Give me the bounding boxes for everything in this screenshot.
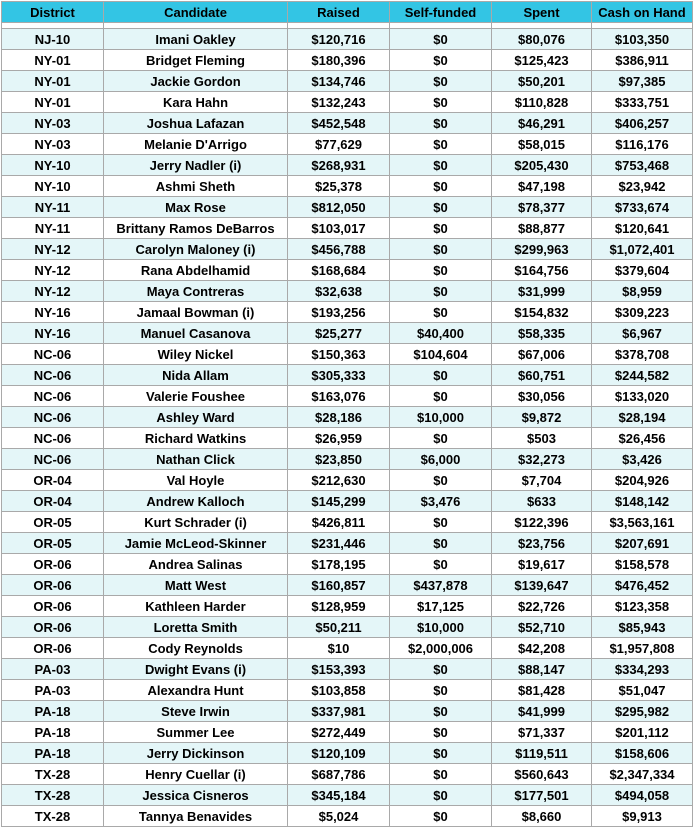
candidate-cell: Matt West <box>104 575 288 596</box>
spent-cell: $60,751 <box>492 365 592 386</box>
district-cell: NY-11 <box>2 197 104 218</box>
self-funded-cell: $0 <box>390 218 492 239</box>
raised-cell: $345,184 <box>288 785 390 806</box>
cash-on-hand-cell: $28,194 <box>592 407 693 428</box>
spent-cell: $119,511 <box>492 743 592 764</box>
table-row <box>2 806 693 827</box>
raised-cell: $25,378 <box>288 176 390 197</box>
spent-cell: $22,726 <box>492 596 592 617</box>
table-row <box>2 176 693 197</box>
self-funded-cell: $10,000 <box>390 407 492 428</box>
cash-on-hand-cell: $133,020 <box>592 386 693 407</box>
district-cell: PA-18 <box>2 722 104 743</box>
district-cell: NC-06 <box>2 365 104 386</box>
table-row <box>2 743 693 764</box>
candidate-cell: Imani Oakley <box>104 29 288 50</box>
candidate-cell: Wiley Nickel <box>104 344 288 365</box>
raised-cell: $25,277 <box>288 323 390 344</box>
table-row <box>2 659 693 680</box>
spent-cell: $633 <box>492 491 592 512</box>
header-row <box>2 2 693 23</box>
spent-cell: $88,877 <box>492 218 592 239</box>
table-row <box>2 50 693 71</box>
cash-on-hand-cell: $733,674 <box>592 197 693 218</box>
raised-cell: $305,333 <box>288 365 390 386</box>
table-row <box>2 155 693 176</box>
self-funded-cell: $0 <box>390 50 492 71</box>
district-cell: NC-06 <box>2 449 104 470</box>
spent-cell: $50,201 <box>492 71 592 92</box>
raised-cell: $153,393 <box>288 659 390 680</box>
table-row <box>2 533 693 554</box>
district-cell: OR-06 <box>2 554 104 575</box>
column-header-raised: Raised <box>288 2 390 23</box>
self-funded-cell: $0 <box>390 428 492 449</box>
self-funded-cell: $0 <box>390 470 492 491</box>
district-cell: OR-05 <box>2 512 104 533</box>
cash-on-hand-cell: $204,926 <box>592 470 693 491</box>
district-cell: PA-03 <box>2 659 104 680</box>
table-row <box>2 365 693 386</box>
table-row <box>2 680 693 701</box>
candidate-cell: Jerry Dickinson <box>104 743 288 764</box>
table-row <box>2 470 693 491</box>
district-cell: NY-16 <box>2 323 104 344</box>
candidate-cell: Summer Lee <box>104 722 288 743</box>
self-funded-cell: $0 <box>390 701 492 722</box>
spent-cell: $7,704 <box>492 470 592 491</box>
self-funded-cell: $17,125 <box>390 596 492 617</box>
raised-cell: $150,363 <box>288 344 390 365</box>
raised-cell: $5,024 <box>288 806 390 827</box>
spent-cell: $30,056 <box>492 386 592 407</box>
table-row <box>2 71 693 92</box>
district-cell: PA-18 <box>2 743 104 764</box>
district-cell: NY-01 <box>2 92 104 113</box>
candidate-cell: Maya Contreras <box>104 281 288 302</box>
candidate-cell: Loretta Smith <box>104 617 288 638</box>
candidate-cell: Richard Watkins <box>104 428 288 449</box>
cash-on-hand-cell: $26,456 <box>592 428 693 449</box>
raised-cell: $452,548 <box>288 113 390 134</box>
cash-on-hand-cell: $116,176 <box>592 134 693 155</box>
spent-cell: $9,872 <box>492 407 592 428</box>
spent-cell: $205,430 <box>492 155 592 176</box>
cash-on-hand-cell: $1,957,808 <box>592 638 693 659</box>
table-row <box>2 764 693 785</box>
district-cell: NY-01 <box>2 50 104 71</box>
table-row <box>2 344 693 365</box>
district-cell: NC-06 <box>2 386 104 407</box>
self-funded-cell: $0 <box>390 302 492 323</box>
district-cell: OR-06 <box>2 638 104 659</box>
cash-on-hand-cell: $120,641 <box>592 218 693 239</box>
table-row <box>2 596 693 617</box>
self-funded-cell: $0 <box>390 197 492 218</box>
spent-cell: $23,756 <box>492 533 592 554</box>
raised-cell: $456,788 <box>288 239 390 260</box>
candidate-cell: Steve Irwin <box>104 701 288 722</box>
raised-cell: $337,981 <box>288 701 390 722</box>
self-funded-cell: $437,878 <box>390 575 492 596</box>
spent-cell: $31,999 <box>492 281 592 302</box>
self-funded-cell: $10,000 <box>390 617 492 638</box>
candidate-cell: Kathleen Harder <box>104 596 288 617</box>
district-cell: OR-06 <box>2 596 104 617</box>
raised-cell: $120,109 <box>288 743 390 764</box>
cash-on-hand-cell: $103,350 <box>592 29 693 50</box>
cash-on-hand-cell: $378,708 <box>592 344 693 365</box>
candidate-cell: Jamie McLeod-Skinner <box>104 533 288 554</box>
self-funded-cell: $0 <box>390 134 492 155</box>
table-row <box>2 407 693 428</box>
spent-cell: $503 <box>492 428 592 449</box>
self-funded-cell: $0 <box>390 29 492 50</box>
cash-on-hand-cell: $97,385 <box>592 71 693 92</box>
self-funded-cell: $2,000,006 <box>390 638 492 659</box>
district-cell: NJ-10 <box>2 29 104 50</box>
district-cell: NY-10 <box>2 155 104 176</box>
cash-on-hand-cell: $51,047 <box>592 680 693 701</box>
cash-on-hand-cell: $333,751 <box>592 92 693 113</box>
district-cell: NY-01 <box>2 71 104 92</box>
spent-cell: $299,963 <box>492 239 592 260</box>
self-funded-cell: $0 <box>390 113 492 134</box>
district-cell: NY-12 <box>2 239 104 260</box>
cash-on-hand-cell: $85,943 <box>592 617 693 638</box>
column-header-self-funded: Self-funded <box>390 2 492 23</box>
cash-on-hand-cell: $2,347,334 <box>592 764 693 785</box>
spent-cell: $42,208 <box>492 638 592 659</box>
cash-on-hand-cell: $148,142 <box>592 491 693 512</box>
cash-on-hand-cell: $3,426 <box>592 449 693 470</box>
spent-cell: $47,198 <box>492 176 592 197</box>
raised-cell: $32,638 <box>288 281 390 302</box>
raised-cell: $163,076 <box>288 386 390 407</box>
spent-cell: $560,643 <box>492 764 592 785</box>
district-cell: NY-12 <box>2 260 104 281</box>
spent-cell: $125,423 <box>492 50 592 71</box>
cash-on-hand-cell: $494,058 <box>592 785 693 806</box>
cash-on-hand-cell: $207,691 <box>592 533 693 554</box>
self-funded-cell: $0 <box>390 722 492 743</box>
candidate-cell: Max Rose <box>104 197 288 218</box>
candidate-cell: Manuel Casanova <box>104 323 288 344</box>
table-row <box>2 428 693 449</box>
self-funded-cell: $0 <box>390 659 492 680</box>
cash-on-hand-cell: $476,452 <box>592 575 693 596</box>
district-cell: NC-06 <box>2 407 104 428</box>
district-cell: NY-03 <box>2 134 104 155</box>
spent-cell: $8,660 <box>492 806 592 827</box>
district-cell: TX-28 <box>2 785 104 806</box>
raised-cell: $687,786 <box>288 764 390 785</box>
district-cell: NY-03 <box>2 113 104 134</box>
raised-cell: $193,256 <box>288 302 390 323</box>
cash-on-hand-cell: $334,293 <box>592 659 693 680</box>
spent-cell: $32,273 <box>492 449 592 470</box>
raised-cell: $50,211 <box>288 617 390 638</box>
cash-on-hand-cell: $1,072,401 <box>592 239 693 260</box>
candidate-cell: Nida Allam <box>104 365 288 386</box>
district-cell: NY-16 <box>2 302 104 323</box>
table-row <box>2 785 693 806</box>
table-row <box>2 197 693 218</box>
cash-on-hand-cell: $123,358 <box>592 596 693 617</box>
self-funded-cell: $0 <box>390 71 492 92</box>
table-row <box>2 512 693 533</box>
cash-on-hand-cell: $6,967 <box>592 323 693 344</box>
spent-cell: $81,428 <box>492 680 592 701</box>
district-cell: NY-10 <box>2 176 104 197</box>
candidate-cell: Andrea Salinas <box>104 554 288 575</box>
raised-cell: $145,299 <box>288 491 390 512</box>
raised-cell: $231,446 <box>288 533 390 554</box>
candidate-cell: Carolyn Maloney (i) <box>104 239 288 260</box>
column-header-spent: Spent <box>492 2 592 23</box>
cash-on-hand-cell: $9,913 <box>592 806 693 827</box>
spent-cell: $80,076 <box>492 29 592 50</box>
candidate-cell: Tannya Benavides <box>104 806 288 827</box>
raised-cell: $426,811 <box>288 512 390 533</box>
candidate-cell: Jerry Nadler (i) <box>104 155 288 176</box>
district-cell: OR-05 <box>2 533 104 554</box>
cash-on-hand-cell: $158,606 <box>592 743 693 764</box>
raised-cell: $168,684 <box>288 260 390 281</box>
district-cell: NY-11 <box>2 218 104 239</box>
candidate-cell: Cody Reynolds <box>104 638 288 659</box>
candidate-cell: Jackie Gordon <box>104 71 288 92</box>
spent-cell: $154,832 <box>492 302 592 323</box>
raised-cell: $272,449 <box>288 722 390 743</box>
self-funded-cell: $0 <box>390 533 492 554</box>
self-funded-cell: $0 <box>390 365 492 386</box>
candidate-cell: Valerie Foushee <box>104 386 288 407</box>
district-cell: TX-28 <box>2 806 104 827</box>
raised-cell: $103,858 <box>288 680 390 701</box>
self-funded-cell: $0 <box>390 260 492 281</box>
self-funded-cell: $0 <box>390 764 492 785</box>
table-row <box>2 92 693 113</box>
candidate-cell: Nathan Click <box>104 449 288 470</box>
spent-cell: $41,999 <box>492 701 592 722</box>
candidate-cell: Melanie D'Arrigo <box>104 134 288 155</box>
district-cell: TX-28 <box>2 764 104 785</box>
table-row <box>2 113 693 134</box>
spent-cell: $46,291 <box>492 113 592 134</box>
self-funded-cell: $0 <box>390 92 492 113</box>
spent-cell: $110,828 <box>492 92 592 113</box>
table-row <box>2 449 693 470</box>
spent-cell: $58,335 <box>492 323 592 344</box>
candidate-cell: Jessica Cisneros <box>104 785 288 806</box>
cash-on-hand-cell: $158,578 <box>592 554 693 575</box>
table-row <box>2 701 693 722</box>
candidate-cell: Jamaal Bowman (i) <box>104 302 288 323</box>
candidate-cell: Kurt Schrader (i) <box>104 512 288 533</box>
candidate-cell: Alexandra Hunt <box>104 680 288 701</box>
raised-cell: $10 <box>288 638 390 659</box>
table-row <box>2 281 693 302</box>
raised-cell: $26,959 <box>288 428 390 449</box>
spent-cell: $139,647 <box>492 575 592 596</box>
table-row <box>2 554 693 575</box>
cash-on-hand-cell: $244,582 <box>592 365 693 386</box>
self-funded-cell: $0 <box>390 512 492 533</box>
table-row <box>2 29 693 50</box>
spent-cell: $58,015 <box>492 134 592 155</box>
spent-cell: $71,337 <box>492 722 592 743</box>
raised-cell: $812,050 <box>288 197 390 218</box>
table-row <box>2 386 693 407</box>
raised-cell: $120,716 <box>288 29 390 50</box>
candidate-cell: Andrew Kalloch <box>104 491 288 512</box>
raised-cell: $268,931 <box>288 155 390 176</box>
self-funded-cell: $0 <box>390 176 492 197</box>
spent-cell: $177,501 <box>492 785 592 806</box>
district-cell: OR-06 <box>2 575 104 596</box>
table-row <box>2 302 693 323</box>
spent-cell: $88,147 <box>492 659 592 680</box>
table-row <box>2 491 693 512</box>
district-cell: OR-06 <box>2 617 104 638</box>
table-row <box>2 722 693 743</box>
spent-cell: $52,710 <box>492 617 592 638</box>
district-cell: OR-04 <box>2 470 104 491</box>
column-header-cash-on-hand: Cash on Hand <box>592 2 693 23</box>
candidate-cell: Val Hoyle <box>104 470 288 491</box>
raised-cell: $180,396 <box>288 50 390 71</box>
self-funded-cell: $0 <box>390 281 492 302</box>
district-cell: PA-18 <box>2 701 104 722</box>
raised-cell: $178,195 <box>288 554 390 575</box>
table-row <box>2 575 693 596</box>
candidate-cell: Brittany Ramos DeBarros <box>104 218 288 239</box>
spent-cell: $78,377 <box>492 197 592 218</box>
spent-cell: $164,756 <box>492 260 592 281</box>
candidate-cell: Dwight Evans (i) <box>104 659 288 680</box>
raised-cell: $212,630 <box>288 470 390 491</box>
cash-on-hand-cell: $201,112 <box>592 722 693 743</box>
self-funded-cell: $0 <box>390 743 492 764</box>
table-row <box>2 323 693 344</box>
candidate-cell: Rana Abdelhamid <box>104 260 288 281</box>
cash-on-hand-cell: $309,223 <box>592 302 693 323</box>
cash-on-hand-cell: $406,257 <box>592 113 693 134</box>
raised-cell: $23,850 <box>288 449 390 470</box>
self-funded-cell: $6,000 <box>390 449 492 470</box>
table-row <box>2 638 693 659</box>
self-funded-cell: $3,476 <box>390 491 492 512</box>
candidate-cell: Joshua Lafazan <box>104 113 288 134</box>
table-row <box>2 134 693 155</box>
raised-cell: $103,017 <box>288 218 390 239</box>
candidate-cell: Kara Hahn <box>104 92 288 113</box>
column-header-candidate: Candidate <box>104 2 288 23</box>
table-row <box>2 617 693 638</box>
self-funded-cell: $0 <box>390 155 492 176</box>
district-cell: PA-03 <box>2 680 104 701</box>
district-cell: NC-06 <box>2 344 104 365</box>
self-funded-cell: $0 <box>390 785 492 806</box>
self-funded-cell: $0 <box>390 554 492 575</box>
cash-on-hand-cell: $3,563,161 <box>592 512 693 533</box>
cash-on-hand-cell: $379,604 <box>592 260 693 281</box>
raised-cell: $77,629 <box>288 134 390 155</box>
cash-on-hand-cell: $753,468 <box>592 155 693 176</box>
district-cell: NC-06 <box>2 428 104 449</box>
table-row <box>2 260 693 281</box>
candidate-cell: Bridget Fleming <box>104 50 288 71</box>
spent-cell: $67,006 <box>492 344 592 365</box>
district-cell: NY-12 <box>2 281 104 302</box>
raised-cell: $128,959 <box>288 596 390 617</box>
candidate-cell: Ashmi Sheth <box>104 176 288 197</box>
self-funded-cell: $40,400 <box>390 323 492 344</box>
self-funded-cell: $0 <box>390 239 492 260</box>
cash-on-hand-cell: $8,959 <box>592 281 693 302</box>
finance-table <box>1 1 693 827</box>
self-funded-cell: $0 <box>390 386 492 407</box>
raised-cell: $28,186 <box>288 407 390 428</box>
cash-on-hand-cell: $295,982 <box>592 701 693 722</box>
spent-cell: $19,617 <box>492 554 592 575</box>
raised-cell: $134,746 <box>288 71 390 92</box>
candidate-cell: Ashley Ward <box>104 407 288 428</box>
column-header-district: District <box>2 2 104 23</box>
self-funded-cell: $104,604 <box>390 344 492 365</box>
cash-on-hand-cell: $23,942 <box>592 176 693 197</box>
table-row <box>2 218 693 239</box>
cash-on-hand-cell: $386,911 <box>592 50 693 71</box>
candidate-cell: Henry Cuellar (i) <box>104 764 288 785</box>
spent-cell: $122,396 <box>492 512 592 533</box>
self-funded-cell: $0 <box>390 680 492 701</box>
self-funded-cell: $0 <box>390 806 492 827</box>
table-row <box>2 239 693 260</box>
raised-cell: $160,857 <box>288 575 390 596</box>
raised-cell: $132,243 <box>288 92 390 113</box>
district-cell: OR-04 <box>2 491 104 512</box>
